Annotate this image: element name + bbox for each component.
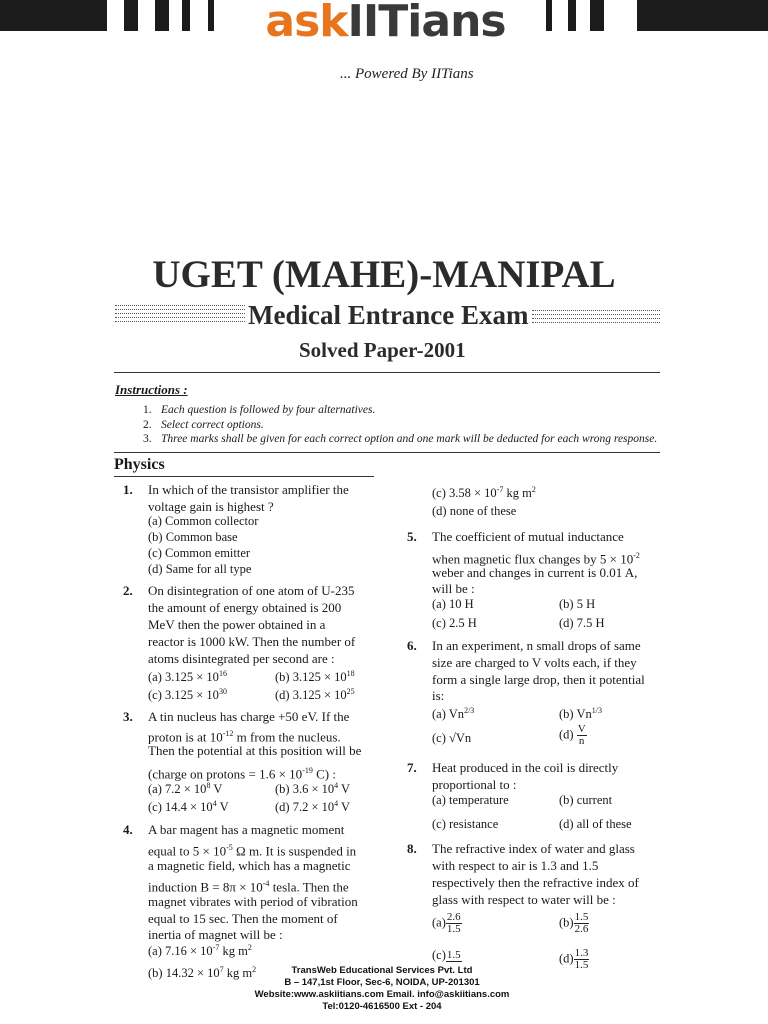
question-text: will be :	[432, 581, 475, 596]
question-text: magnet vibrates with period of vibration	[148, 894, 358, 909]
question-text: glass with respect to water will be :	[432, 892, 616, 907]
question-text: a magnetic field, which has a magnetic	[148, 858, 351, 873]
divider	[115, 317, 245, 318]
divider	[532, 318, 660, 319]
divider	[114, 452, 660, 453]
question-text: A tin nucleus has charge +50 eV. If the	[148, 709, 350, 724]
instruction-item: 1. Each question is followed by four alternatives.	[143, 404, 376, 416]
answer-option: (c) $3.125 \times 10^{30}$	[148, 687, 227, 703]
question-text: equal to 15 sec. Then the moment of	[148, 911, 338, 926]
answer-option: (c) $3.58 \times 10^{-7}$ kg $m^2$	[432, 485, 536, 501]
question-text: The coefficient of mutual inductance	[432, 529, 624, 544]
exam-subtitle: Medical Entrance Exam	[248, 300, 529, 330]
section-heading: Physics	[114, 456, 165, 473]
question-number: 5.	[407, 529, 417, 544]
question-text: In which of the transistor amplifier the	[148, 482, 349, 497]
answer-option: (a) temperature	[432, 793, 509, 807]
instruction-item: 3. Three marks shall be given for each correct option and one mark will be deducted for each wrong response.	[143, 433, 658, 445]
question-text: Then the potential at this position will be	[148, 743, 362, 758]
answer-option: (b) $Vn^{1/3}$	[559, 706, 602, 722]
instruction-item: 2. Select correct options.	[143, 419, 264, 431]
answer-option: (a) 10 H	[432, 597, 474, 611]
question-number: 8.	[407, 841, 417, 856]
answer-option: (c) resistance	[432, 817, 499, 831]
answer-option: (a) $7.2 \times 10^8$ V	[148, 781, 223, 797]
answer-option: (b) Common base	[148, 530, 238, 544]
answer-option: (d) $\frac{V}{n}$	[559, 723, 586, 747]
question-text: is:	[432, 688, 445, 703]
answer-option: (a) $3.125 \times 10^{16}$	[148, 669, 227, 685]
header-bar-stripe	[182, 0, 190, 31]
answer-option: (d) $\frac{1.3}{1.5}$	[559, 947, 589, 971]
question-text: proton is at $10^{-12}$ m from the nucleus.	[148, 729, 341, 745]
question-text: A bar magent has a magnetic moment	[148, 822, 345, 837]
asklitians-logo: askIITians	[265, 0, 506, 47]
question-text: voltage gain is highest ?	[148, 499, 274, 514]
question-number: 2.	[123, 583, 133, 598]
question-number: 7.	[407, 760, 417, 775]
question-text: atoms disintegrated per second are :	[148, 651, 335, 666]
footer-address: B – 147,1st Floor, Sec-6, NOIDA, UP-201301	[284, 977, 480, 988]
answer-option: (b) $\frac{1.5}{2.6}$	[559, 911, 589, 935]
fraction: $\frac{1.3}{1.5}$	[574, 947, 589, 971]
question-text: respectively then the refractive index of	[432, 875, 639, 890]
answer-option: (d) none of these	[432, 504, 517, 518]
question-text: equal to $5 \times 10^{-5}$ Ω m. It is suspended in	[148, 843, 357, 859]
header-bar-block	[0, 0, 107, 31]
question-number: 4.	[123, 822, 133, 837]
header-bar-block	[637, 0, 768, 31]
answer-option: (c) $14.4 \times 10^4$ V	[148, 799, 229, 815]
answer-option: (c) Common emitter	[148, 546, 251, 560]
answer-option: (b) current	[559, 793, 613, 807]
question-number: 6.	[407, 638, 417, 653]
answer-option: (d) $7.2 \times 10^4$ V	[275, 799, 351, 815]
answer-option: (a) Common collector	[148, 514, 259, 528]
tagline: ... Powered By IITians	[340, 66, 474, 82]
question-text: induction $B = 8\pi \times 10^{-4}$ tesla. Then the	[148, 879, 349, 895]
fraction: $\frac{1.5}{2.6}$	[574, 911, 589, 935]
question-text: weber and changes in current is 0.01 A,	[432, 565, 638, 580]
fraction: $\frac{V}{n}$	[577, 723, 586, 747]
question-text: (charge on protons = $1.6 \times 10^{-19}$ C) :	[148, 766, 336, 782]
question-text: with respect to air is 1.3 and 1.5	[432, 858, 599, 873]
answer-option: (c) √Vn	[432, 731, 472, 745]
question-text: On disintegration of one atom of U-235	[148, 583, 355, 598]
divider	[532, 314, 660, 315]
question-text: the amount of energy obtained is 200	[148, 600, 342, 615]
divider	[114, 372, 660, 373]
divider	[115, 321, 245, 322]
question-number: 3.	[123, 709, 133, 724]
header-bar-stripe	[155, 0, 169, 31]
question-text: In an experiment, n small drops of same	[432, 638, 641, 653]
question-text: size are charged to V volts each, if they	[432, 655, 637, 670]
instructions-heading: Instructions :	[115, 382, 188, 397]
header-bar-stripe	[590, 0, 604, 31]
footer-web-email: Website:www.askiitians.com Email. info@askiitians.com	[254, 989, 510, 1000]
header-bar-stripe	[208, 0, 214, 31]
answer-option: (b) 5 H	[559, 597, 596, 611]
exam-title: UGET (MAHE)-MANIPAL	[152, 253, 616, 296]
divider	[114, 476, 374, 477]
divider	[115, 309, 245, 310]
answer-option: (d) Same for all type	[148, 562, 252, 576]
question-text: Heat produced in the coil is directly	[432, 760, 619, 775]
question-text: The refractive index of water and glass	[432, 841, 635, 856]
question-text: proportional to :	[432, 777, 517, 792]
answer-option: (c) 1.5	[432, 948, 461, 962]
answer-option: (a) $Vn^{2/3}$	[432, 706, 475, 722]
divider	[532, 310, 660, 311]
question-text: when magnetic flux changes by $5 \times 10^{-2}$	[432, 551, 640, 567]
question-text: form a single large drop, then it potential	[432, 672, 645, 687]
answer-option: (d) $3.125 \times 10^{25}$	[275, 687, 355, 703]
answer-option: (a) $7.16 \times 10^{-7}$ kg $m^2$	[148, 943, 252, 959]
header-bar-stripe	[568, 0, 576, 31]
answer-option: (b) $14.32 \times 10^7$ kg $m^2$	[148, 965, 257, 981]
question-number: 1.	[123, 482, 133, 497]
answer-option: (d) 7.5 H	[559, 616, 605, 630]
answer-option: (a) $\frac{2.6}{1.5}$	[432, 911, 461, 935]
answer-option: (b) $3.6 \times 10^4$ V	[275, 781, 351, 797]
header-bar-stripe	[546, 0, 552, 31]
fraction: 1.5	[446, 949, 461, 962]
paper-title: Solved Paper-2001	[299, 338, 466, 362]
footer-company: TransWeb Educational Services Pvt. Ltd	[291, 965, 473, 976]
footer-phone: Tel:0120-4616500 Ext - 204	[322, 1001, 442, 1012]
answer-option: (d) all of these	[559, 817, 632, 831]
header-bar-stripe	[124, 0, 138, 31]
question-text: reactor is 1000 kW. Then the number of	[148, 634, 356, 649]
question-text: MeV then the power obtained in a	[148, 617, 326, 632]
divider	[115, 313, 245, 314]
divider	[532, 322, 660, 323]
divider	[115, 305, 245, 306]
fraction: $\frac{2.6}{1.5}$	[446, 911, 461, 935]
answer-option: (b) $3.125 \times 10^{18}$	[275, 669, 355, 685]
answer-option: (c) 2.5 H	[432, 616, 477, 630]
question-text: inertia of magnet will be :	[148, 927, 283, 942]
